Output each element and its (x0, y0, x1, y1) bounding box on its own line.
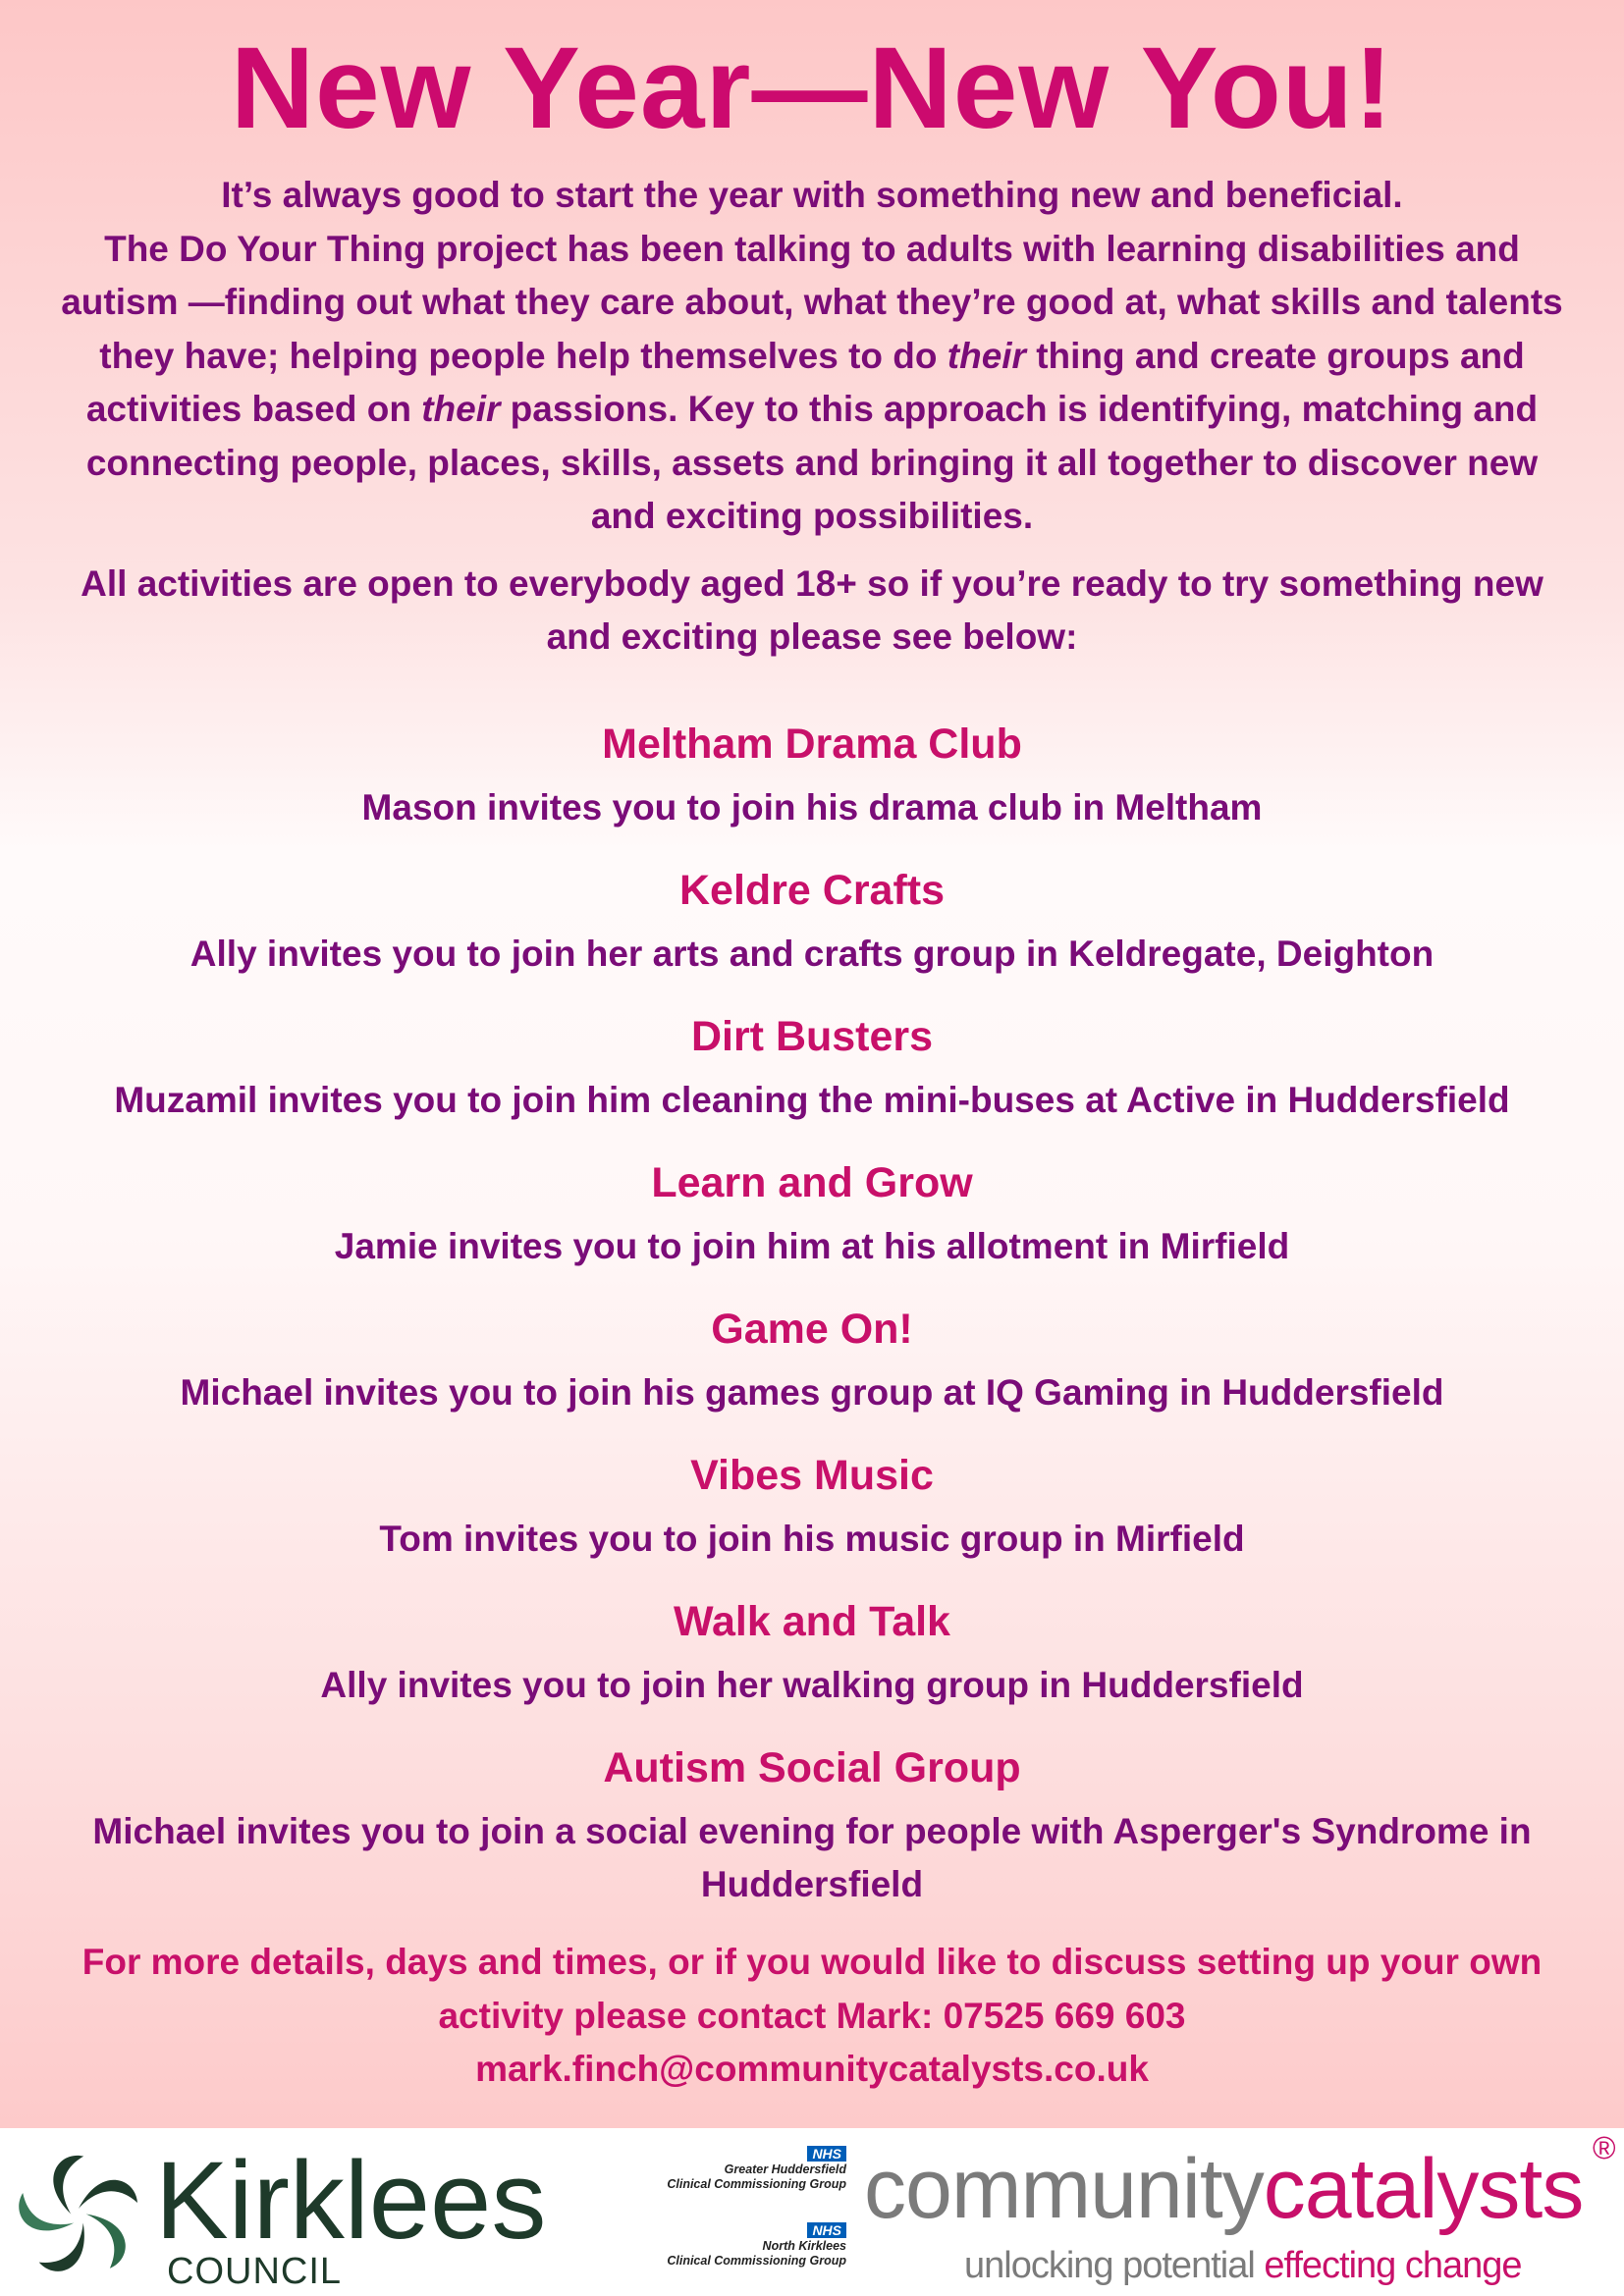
activity-description: Mason invites you to join his drama club in Meltham (361, 787, 1263, 828)
intro-text-part: The Do Your Thing project has been talking to adults with learning disabilities and autism —finding out what they care about, what they’re good at, what skills and talents they have; helping people help themselves to do (61, 228, 1563, 376)
kirklees-swirl-icon (10, 2148, 147, 2285)
ccg-subtitle: Clinical Commissioning Group (667, 2254, 846, 2268)
community-catalysts-wordmark (864, 2140, 1583, 2238)
nhs-greater-huddersfield-logo (621, 2146, 846, 2192)
activity-item (39, 1594, 1585, 1740)
activity-item (39, 1155, 1585, 1302)
activity-description: Ally invites you to join her arts and crafts group in Keldregate, Deighton (189, 934, 1435, 974)
ccg-name: Greater Huddersfield (724, 2163, 846, 2176)
community-catalysts-tagline (964, 2244, 1522, 2287)
activity-item (39, 717, 1585, 863)
activity-description: Michael invites you to join his games group at IQ Gaming in Huddersfield (180, 1372, 1444, 1413)
ccg-subtitle: Clinical Commissioning Group (667, 2177, 846, 2191)
intro-text-part: passions. Key to this approach is identifying, matching and connecting people, places, skills, assets and bringing it all together to discover new and exciting possibilities. (85, 389, 1539, 536)
tagline-part: unlocking potential (964, 2245, 1255, 2286)
activity-title: Vibes Music (690, 1452, 934, 1499)
nhs-logo-icon: NHS (807, 2222, 846, 2238)
wordmark-catalysts: catalysts (1263, 2142, 1584, 2236)
activity-item (39, 1740, 1585, 1911)
activity-description: Michael invites you to join a social evening for people with Asperger's Syndrome in Huddersfield (92, 1811, 1532, 1904)
contact-text: For more details, days and times, or if you would like to discuss setting up your own activity please contact Mark: 07525 669 603 (81, 1942, 1543, 2036)
activity-description: Jamie invites you to join him at his allotment in Mirfield (334, 1226, 1290, 1266)
kirklees-wordmark: Kirklees (155, 2139, 547, 2262)
intro-emphasis: their (947, 335, 1026, 376)
activity-item (39, 863, 1585, 1009)
activity-item (39, 1448, 1585, 1594)
activity-title: Dirt Busters (690, 1013, 934, 1060)
contact-info (59, 1936, 1565, 2097)
open-to-all-text: All activities are open to everybody aged 18+ so if you’re ready to try something new and exciting please see below: (81, 562, 1543, 657)
activity-item (39, 1009, 1585, 1155)
activity-description: Muzamil invites you to join him cleaning the mini-buses at Active in Huddersfield (114, 1080, 1510, 1120)
page-title: New Year—New You! (230, 24, 1394, 153)
activity-title: Game On! (711, 1306, 913, 1353)
registered-mark: ® (1593, 2130, 1616, 2165)
nhs-logo-icon: NHS (807, 2146, 846, 2162)
activity-list (39, 717, 1585, 1911)
wordmark-community: community (864, 2142, 1264, 2236)
activity-description: Tom invites you to join his music group in Mirfield (379, 1519, 1245, 1559)
kirklees-council-logo (10, 2139, 609, 2292)
kirklees-council-label: COUNCIL (167, 2251, 343, 2292)
activity-title: Autism Social Group (603, 1744, 1021, 1791)
activity-title: Keldre Crafts (678, 867, 946, 914)
contact-email-link[interactable]: mark.finch@communitycatalysts.co.uk (475, 2049, 1149, 2089)
ccg-name: North Kirklees (762, 2239, 846, 2253)
intro-emphasis: their (421, 389, 501, 429)
intro-text-part: thing and create groups and activities based on (85, 335, 1525, 429)
tagline-part: effecting change (1264, 2245, 1522, 2286)
intro-text (59, 169, 1565, 665)
activity-title: Meltham Drama Club (602, 721, 1022, 768)
activity-title: Learn and Grow (651, 1159, 973, 1206)
intro-line-1: It’s always good to start the year with something new and beneficial. (221, 175, 1403, 215)
intro-paragraph (59, 223, 1565, 544)
footer-logos (0, 2128, 1624, 2296)
community-catalysts-logo (864, 2128, 1624, 2296)
activity-description: Ally invites you to join her walking group in Huddersfield (320, 1665, 1304, 1705)
activity-item (39, 1302, 1585, 1448)
activity-title: Walk and Talk (674, 1598, 950, 1645)
nhs-north-kirklees-logo (621, 2222, 846, 2269)
